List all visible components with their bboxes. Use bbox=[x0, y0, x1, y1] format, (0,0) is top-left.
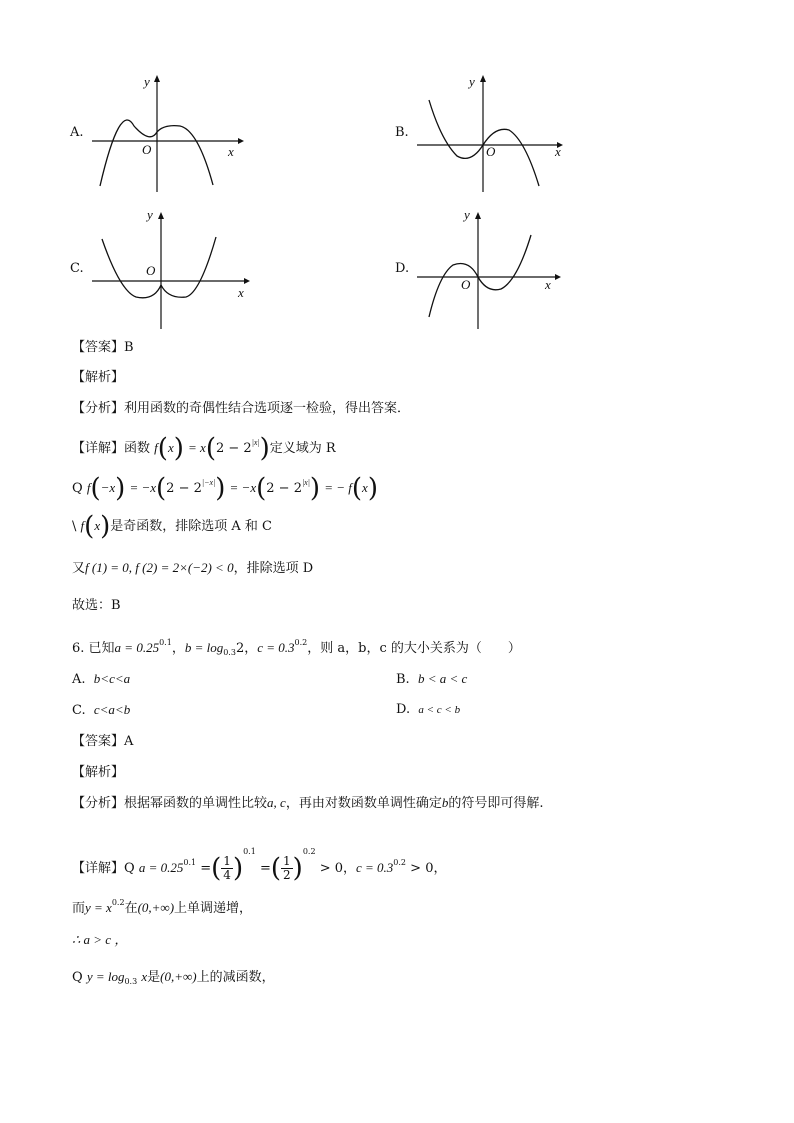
q5-l4-post: ，排除选项 D bbox=[233, 561, 314, 576]
paren: ( bbox=[205, 433, 216, 464]
q6-d4-post: 上的减函数， bbox=[196, 970, 275, 985]
q6-detail-line-4 bbox=[72, 968, 275, 991]
q6-option-c-label: C. bbox=[72, 703, 86, 718]
fraction-1-2 bbox=[281, 855, 293, 882]
q6-answer bbox=[72, 733, 133, 751]
q5-l1-pre: 函数 bbox=[124, 441, 151, 456]
q5-l1-exp: |x| bbox=[251, 438, 260, 447]
fraction-1-4-num: 1 bbox=[223, 854, 231, 868]
q5-l1-two: 2 − 2 bbox=[215, 441, 252, 456]
q5-xiangjie-tag: 【详解】 bbox=[72, 441, 125, 456]
q6-b-arg: 2 bbox=[235, 641, 245, 656]
q6-stem-post: ，则 a，b，c 的大小关系为（ ） bbox=[307, 641, 521, 656]
q5-l1-eq: = x bbox=[188, 440, 206, 455]
q6-stem-num: 6. 已知 bbox=[72, 641, 115, 656]
q6-answer-value: A bbox=[124, 734, 134, 749]
q6-d4-x: x bbox=[141, 969, 148, 984]
q6-fenxi-mid: ，再由对数函数单调性确定 bbox=[285, 796, 442, 811]
q6-option-d-label: D. bbox=[396, 702, 411, 717]
q6-fenxi-b: b bbox=[441, 795, 449, 810]
paren: ) bbox=[100, 511, 111, 542]
q5-l3-f: f bbox=[80, 518, 85, 533]
paren: ) bbox=[115, 473, 126, 504]
q6-option-d[interactable] bbox=[396, 702, 460, 717]
q6-d4-y: y = log bbox=[86, 969, 125, 984]
q6-d1-exp2: 0.2 bbox=[302, 847, 316, 856]
paren: ( bbox=[156, 473, 167, 504]
graph-c-y: y bbox=[147, 207, 153, 222]
q6-option-a-text: b<c<a bbox=[93, 671, 131, 686]
q6-analysis-tag: 【解析】 bbox=[72, 765, 125, 780]
graph-a-label: A. bbox=[70, 125, 84, 140]
q5-answer-value: B bbox=[124, 340, 134, 355]
q5-fenxi-tag: 【分析】 bbox=[72, 401, 125, 416]
graph-b-plot bbox=[395, 70, 575, 190]
graph-option-d bbox=[395, 205, 575, 330]
q6-b-base: 0.3 bbox=[223, 648, 236, 657]
q6-option-d-text: a < c < b bbox=[418, 704, 461, 716]
graph-a-plot bbox=[70, 70, 250, 190]
q6-xiangjie-tag: 【详解】 bbox=[72, 861, 125, 876]
q6-d1-cexp: 0.2 bbox=[393, 858, 407, 867]
q6-d1-aexp: 0.1 bbox=[183, 858, 197, 867]
q6-d2-pre: 而 bbox=[72, 901, 86, 916]
q5-l2-exp1: |−x| bbox=[201, 478, 216, 487]
q6-d4-base: 0.3 bbox=[124, 977, 138, 986]
q5-l2-eq3: = − f bbox=[324, 480, 352, 495]
q5-detail-line-4 bbox=[72, 559, 313, 578]
q5-l2-lhs: f bbox=[86, 480, 91, 495]
graph-c-plot bbox=[70, 205, 250, 330]
q6-d1-c-gt: > 0， bbox=[410, 861, 447, 876]
paren: ( bbox=[351, 473, 363, 504]
q5-analysis-tag: 【解析】 bbox=[72, 370, 125, 385]
q5-l2-eq2: = −x bbox=[229, 480, 257, 495]
q6-a-expr: a = 0.25 bbox=[114, 640, 160, 655]
q6-detail-line-1 bbox=[72, 830, 446, 891]
q6-option-b[interactable] bbox=[396, 671, 467, 687]
q5-l3-sym: \ bbox=[72, 519, 77, 534]
graph-a-x: x bbox=[228, 144, 234, 159]
q6-sep-2: ， bbox=[244, 641, 258, 656]
q5-l2-x: x bbox=[362, 480, 368, 495]
q6-option-b-label: B. bbox=[396, 672, 410, 687]
q6-option-a[interactable] bbox=[72, 671, 130, 687]
fraction-1-2-num: 1 bbox=[283, 854, 291, 868]
q5-l1-f: f bbox=[154, 440, 158, 455]
q5-l2-two-b: 2 − 2 bbox=[266, 481, 302, 496]
q5-detail-line-2 bbox=[72, 473, 378, 504]
q6-a-exp: 0.1 bbox=[159, 638, 172, 647]
graph-c-origin: O bbox=[146, 263, 156, 278]
paren: ( bbox=[270, 853, 282, 884]
graph-d-label: D. bbox=[395, 261, 410, 276]
q6-d4-int: (0,+∞) bbox=[160, 969, 197, 984]
q5-l3-x: x bbox=[94, 518, 101, 533]
paren: ) bbox=[215, 473, 226, 504]
graph-d-y: y bbox=[464, 207, 470, 222]
paren: ( bbox=[84, 511, 95, 542]
graph-a-origin: O bbox=[142, 142, 152, 157]
q6-c-exp: 0.2 bbox=[294, 638, 308, 647]
paren: ) bbox=[259, 433, 270, 464]
paren: ) bbox=[232, 853, 244, 884]
q5-l2-eq1: = −x bbox=[129, 480, 157, 495]
q5-detail-line-1 bbox=[72, 433, 336, 464]
graph-a-y: y bbox=[144, 74, 150, 89]
fraction-1-4-den: 4 bbox=[223, 868, 231, 882]
q6-c-expr: c = 0.3 bbox=[257, 640, 295, 655]
paren: ( bbox=[256, 473, 267, 504]
graph-d-x: x bbox=[545, 277, 551, 292]
graph-c-x: x bbox=[238, 285, 244, 300]
q5-l3-text: 是奇函数，排除选项 A 和 C bbox=[110, 519, 272, 534]
q6-d1-q: Q bbox=[124, 861, 135, 876]
q6-detail-line-2 bbox=[72, 894, 252, 918]
q6-fenxi-tag: 【分析】 bbox=[72, 796, 125, 811]
q6-d1-a: a = 0.25 bbox=[138, 860, 184, 875]
q5-l4-pre: 又 bbox=[72, 561, 86, 576]
graph-d-origin: O bbox=[461, 277, 471, 292]
q6-fenxi-pre: 根据幂函数的单调性比较 bbox=[124, 796, 268, 811]
q6-d1-eq: = bbox=[200, 861, 212, 876]
paren: ( bbox=[157, 433, 168, 464]
fraction-1-4 bbox=[221, 855, 233, 882]
q6-fenxi-post: 的符号即可得解. bbox=[448, 796, 544, 811]
q6-d4-q: Q bbox=[72, 970, 83, 985]
q5-l4-expr: f (1) = 0, f (2) = 2×(−2) < 0 bbox=[85, 560, 234, 575]
q6-d1-c: c = 0.3 bbox=[356, 860, 394, 875]
q6-option-a-label: A. bbox=[72, 672, 86, 687]
graph-c-label: C. bbox=[70, 261, 84, 276]
graph-d-plot bbox=[395, 205, 575, 330]
q6-option-b-text: b < a < c bbox=[417, 671, 468, 686]
q6-d4-mid: 是 bbox=[147, 970, 161, 985]
q5-l2-arg: −x bbox=[100, 480, 116, 495]
fraction-1-2-den: 2 bbox=[283, 868, 291, 882]
q6-option-c[interactable] bbox=[72, 702, 130, 718]
q6-b-expr: b = log bbox=[184, 640, 224, 655]
q6-fenxi-vars: a, c bbox=[267, 795, 286, 810]
paren: ) bbox=[367, 473, 378, 504]
q5-fenxi bbox=[72, 400, 410, 418]
q5-l1-post: 定义域为 R bbox=[269, 441, 336, 456]
q5-l2-q: Q bbox=[72, 481, 83, 496]
q6-d2-y: y = x bbox=[85, 900, 112, 915]
q5-conclusion: 故选：B bbox=[72, 598, 121, 613]
q6-sep-1: ， bbox=[171, 641, 185, 656]
q5-answer-tag: 【答案】 bbox=[72, 340, 125, 355]
q6-option-c-text: c<a<b bbox=[93, 702, 131, 717]
q5-answer bbox=[72, 339, 134, 357]
q6-fenxi bbox=[72, 794, 543, 813]
q6-d2-int: (0,+∞) bbox=[137, 900, 175, 915]
q6-d1-exp1: 0.1 bbox=[243, 847, 256, 856]
q6-d2-mid: 在 bbox=[124, 901, 138, 916]
paren: ) bbox=[309, 473, 321, 504]
graph-option-b bbox=[395, 70, 575, 190]
graph-b-origin: O bbox=[486, 144, 496, 159]
q6-d1-eq-2: = bbox=[259, 861, 271, 876]
q6-answer-tag: 【答案】 bbox=[72, 734, 125, 749]
q5-detail-line-3 bbox=[72, 511, 272, 542]
q6-d1-gt: > 0， bbox=[319, 861, 356, 876]
graph-b-label: B. bbox=[395, 125, 409, 140]
q6-d2-post: 上单调递增， bbox=[174, 901, 253, 916]
q5-fenxi-text: 利用函数的奇偶性结合选项逐一检验，得出答案． bbox=[124, 401, 411, 416]
q5-l2-two: 2 − 2 bbox=[166, 481, 202, 496]
paren: ( bbox=[90, 473, 101, 504]
q5-l1-x: x bbox=[167, 440, 174, 455]
q6-stem bbox=[72, 634, 521, 662]
graph-option-c bbox=[70, 205, 250, 330]
q6-detail-line-3: ∴ a > c ， bbox=[72, 932, 128, 947]
graph-b-x: x bbox=[555, 144, 561, 159]
q5-l2-exp2: |x| bbox=[301, 478, 310, 487]
graph-b-y: y bbox=[469, 74, 475, 89]
paren: ) bbox=[173, 433, 184, 464]
q6-d2-exp: 0.2 bbox=[111, 898, 125, 907]
paren: ( bbox=[211, 853, 222, 884]
paren: ) bbox=[292, 853, 303, 884]
graph-option-a bbox=[70, 70, 250, 190]
